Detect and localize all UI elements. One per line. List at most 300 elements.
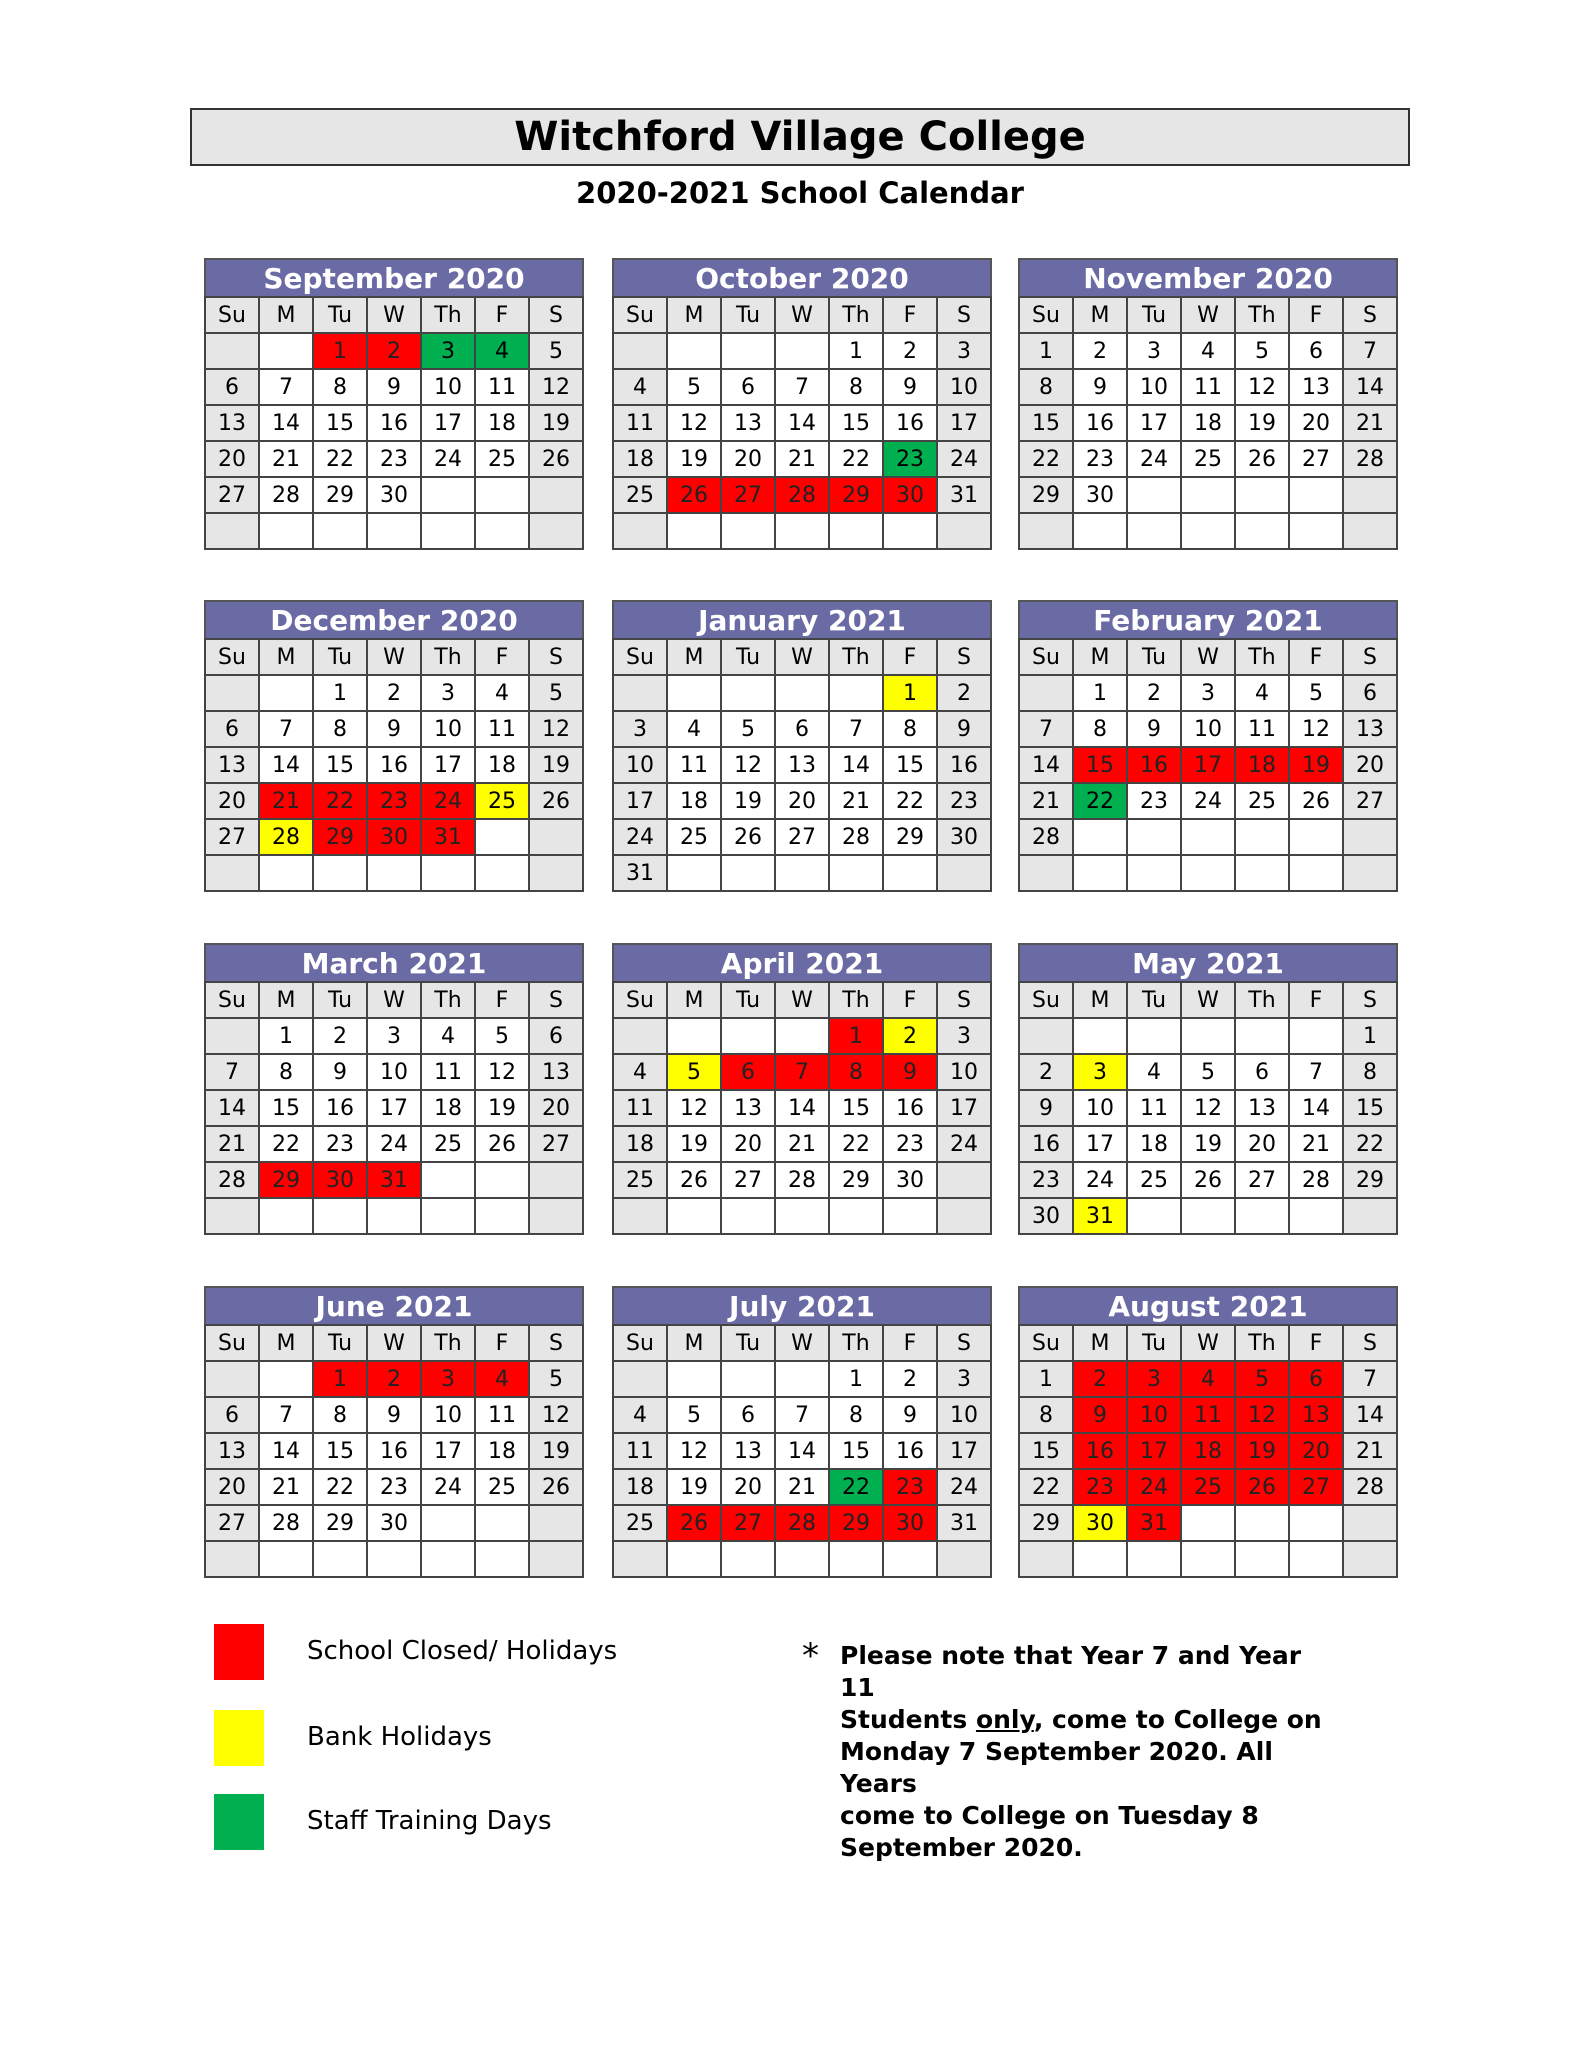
day-cell: 16 <box>883 1090 937 1126</box>
day-cell <box>1019 855 1073 891</box>
weekday-header: Tu <box>313 639 367 675</box>
week-row <box>1019 855 1397 891</box>
day-cell <box>1181 1018 1235 1054</box>
day-cell: 18 <box>613 1469 667 1505</box>
weekday-header: Tu <box>313 1325 367 1361</box>
day-cell: 7 <box>1343 1361 1397 1397</box>
day-cell: 12 <box>667 1433 721 1469</box>
day-cell: 21 <box>775 441 829 477</box>
week-row <box>205 1162 583 1198</box>
week-row <box>1019 819 1397 855</box>
day-cell <box>421 1162 475 1198</box>
day-cell: 27 <box>1343 783 1397 819</box>
week-row <box>1019 1018 1397 1054</box>
month-6 <box>204 943 584 1235</box>
day-cell <box>529 855 583 891</box>
day-cell: 12 <box>1235 1397 1289 1433</box>
week-row <box>1019 1397 1397 1433</box>
day-cell <box>529 1162 583 1198</box>
day-cell <box>259 513 313 549</box>
day-cell <box>1019 1541 1073 1577</box>
day-cell: 23 <box>1073 1469 1127 1505</box>
weekday-header: M <box>667 1325 721 1361</box>
day-cell: 15 <box>829 1090 883 1126</box>
day-cell: 28 <box>259 1505 313 1541</box>
day-cell: 17 <box>421 405 475 441</box>
weekday-row <box>613 1325 991 1361</box>
weekday-row <box>613 639 991 675</box>
day-cell: 27 <box>775 819 829 855</box>
week-row <box>205 855 583 891</box>
day-cell: 4 <box>475 333 529 369</box>
day-cell: 5 <box>475 1018 529 1054</box>
day-cell: 19 <box>475 1090 529 1126</box>
day-cell: 27 <box>205 819 259 855</box>
day-cell: 22 <box>829 1126 883 1162</box>
week-row <box>613 1361 991 1397</box>
day-cell: 12 <box>667 405 721 441</box>
week-row <box>613 1469 991 1505</box>
day-cell <box>1073 855 1127 891</box>
weekday-header: M <box>259 982 313 1018</box>
day-cell: 30 <box>1073 1505 1127 1541</box>
month-title: January 2021 <box>612 600 992 638</box>
week-row <box>613 405 991 441</box>
day-cell: 28 <box>775 1162 829 1198</box>
day-cell: 25 <box>475 441 529 477</box>
day-cell <box>1235 1018 1289 1054</box>
day-cell: 31 <box>367 1162 421 1198</box>
month-title: November 2020 <box>1018 258 1398 296</box>
day-cell: 20 <box>205 783 259 819</box>
day-cell: 10 <box>937 369 991 405</box>
day-cell: 25 <box>475 1469 529 1505</box>
week-row <box>205 711 583 747</box>
day-cell <box>775 1018 829 1054</box>
day-cell: 6 <box>1289 333 1343 369</box>
page-title: Witchford Village College <box>190 108 1410 166</box>
day-cell <box>421 1198 475 1234</box>
day-cell: 27 <box>721 477 775 513</box>
day-cell: 31 <box>1073 1198 1127 1234</box>
day-cell <box>775 855 829 891</box>
day-cell <box>529 819 583 855</box>
day-cell <box>259 333 313 369</box>
legend-swatch-training <box>214 1794 264 1850</box>
day-cell <box>883 855 937 891</box>
day-cell: 16 <box>1073 1433 1127 1469</box>
day-cell: 10 <box>1073 1090 1127 1126</box>
day-cell: 15 <box>313 1433 367 1469</box>
day-cell <box>1289 513 1343 549</box>
day-cell: 29 <box>829 1162 883 1198</box>
day-cell <box>205 513 259 549</box>
day-cell <box>475 513 529 549</box>
week-row <box>613 513 991 549</box>
day-cell: 27 <box>1289 1469 1343 1505</box>
day-cell <box>1127 1018 1181 1054</box>
day-cell <box>721 1018 775 1054</box>
weekday-header: Su <box>613 297 667 333</box>
day-cell: 23 <box>1127 783 1181 819</box>
day-cell: 19 <box>1289 747 1343 783</box>
day-cell <box>205 333 259 369</box>
month-2 <box>1018 258 1398 550</box>
weekday-header: M <box>667 639 721 675</box>
week-row <box>613 1018 991 1054</box>
day-cell: 9 <box>883 1397 937 1433</box>
day-cell <box>1235 855 1289 891</box>
day-cell: 11 <box>475 369 529 405</box>
weekday-header: Su <box>613 1325 667 1361</box>
week-row <box>1019 1433 1397 1469</box>
day-cell: 3 <box>421 333 475 369</box>
day-cell: 23 <box>367 783 421 819</box>
day-cell: 25 <box>421 1126 475 1162</box>
day-cell <box>1235 477 1289 513</box>
day-cell <box>475 477 529 513</box>
day-cell: 25 <box>613 1505 667 1541</box>
weekday-header: Tu <box>1127 297 1181 333</box>
day-cell: 9 <box>367 369 421 405</box>
day-cell: 11 <box>1181 369 1235 405</box>
day-cell: 2 <box>1073 1361 1127 1397</box>
weekday-header: M <box>1073 297 1127 333</box>
weekday-header: Th <box>829 1325 883 1361</box>
day-cell: 29 <box>313 477 367 513</box>
day-cell: 7 <box>775 369 829 405</box>
day-cell <box>1127 477 1181 513</box>
week-row <box>613 369 991 405</box>
day-cell <box>721 1361 775 1397</box>
day-cell: 11 <box>613 405 667 441</box>
day-cell <box>1127 1541 1181 1577</box>
legend-swatch-bank-holiday <box>214 1710 264 1766</box>
day-cell: 16 <box>883 405 937 441</box>
weekday-header: S <box>529 297 583 333</box>
week-row <box>205 1469 583 1505</box>
day-cell <box>937 513 991 549</box>
month-table <box>612 1324 992 1578</box>
day-cell <box>613 1541 667 1577</box>
weekday-header: Th <box>829 982 883 1018</box>
day-cell <box>475 1162 529 1198</box>
week-row <box>1019 1090 1397 1126</box>
day-cell <box>1181 1541 1235 1577</box>
legend-label-bank-holiday: Bank Holidays <box>307 1722 492 1752</box>
month-title: June 2021 <box>204 1286 584 1324</box>
month-4 <box>612 600 992 892</box>
day-cell: 6 <box>1343 675 1397 711</box>
note-line-5: September 2020. <box>840 1833 1083 1862</box>
day-cell: 16 <box>883 1433 937 1469</box>
weekday-header: Tu <box>721 982 775 1018</box>
day-cell: 4 <box>421 1018 475 1054</box>
day-cell: 22 <box>259 1126 313 1162</box>
day-cell: 1 <box>1073 675 1127 711</box>
day-cell <box>529 1541 583 1577</box>
day-cell <box>1235 513 1289 549</box>
day-cell: 26 <box>529 783 583 819</box>
day-cell: 27 <box>205 1505 259 1541</box>
day-cell <box>1181 477 1235 513</box>
weekday-header: Tu <box>1127 982 1181 1018</box>
day-cell <box>1289 477 1343 513</box>
weekday-header: S <box>1343 1325 1397 1361</box>
day-cell: 29 <box>313 1505 367 1541</box>
week-row <box>613 855 991 891</box>
day-cell: 1 <box>829 1018 883 1054</box>
day-cell: 22 <box>313 441 367 477</box>
day-cell <box>1181 1198 1235 1234</box>
day-cell: 28 <box>259 477 313 513</box>
day-cell <box>829 855 883 891</box>
day-cell <box>667 1541 721 1577</box>
day-cell: 11 <box>421 1054 475 1090</box>
day-cell <box>1289 855 1343 891</box>
weekday-header: Th <box>421 639 475 675</box>
day-cell <box>1289 1018 1343 1054</box>
day-cell: 18 <box>613 1126 667 1162</box>
weekday-row <box>1019 1325 1397 1361</box>
day-cell: 20 <box>721 1469 775 1505</box>
weekday-row <box>613 297 991 333</box>
day-cell: 29 <box>1019 477 1073 513</box>
day-cell: 18 <box>475 1433 529 1469</box>
week-row <box>1019 369 1397 405</box>
legend-swatch-closed <box>214 1624 264 1680</box>
weekday-header: Tu <box>313 982 367 1018</box>
week-row <box>613 819 991 855</box>
weekday-header: Su <box>1019 982 1073 1018</box>
day-cell: 8 <box>829 369 883 405</box>
note-line-4: come to College on Tuesday 8 <box>840 1801 1259 1830</box>
day-cell <box>721 1198 775 1234</box>
day-cell <box>529 1198 583 1234</box>
day-cell <box>775 513 829 549</box>
day-cell: 3 <box>1181 675 1235 711</box>
day-cell <box>775 1541 829 1577</box>
day-cell: 24 <box>421 783 475 819</box>
day-cell: 5 <box>1235 333 1289 369</box>
day-cell: 3 <box>937 1361 991 1397</box>
note-line-2 <box>840 1704 1340 1736</box>
day-cell: 26 <box>1235 1469 1289 1505</box>
week-row <box>205 1361 583 1397</box>
day-cell: 13 <box>775 747 829 783</box>
week-row <box>1019 441 1397 477</box>
day-cell: 16 <box>1019 1126 1073 1162</box>
week-row <box>613 333 991 369</box>
week-row <box>613 1505 991 1541</box>
day-cell: 18 <box>475 747 529 783</box>
day-cell: 13 <box>205 405 259 441</box>
day-cell <box>205 855 259 891</box>
day-cell <box>1181 513 1235 549</box>
weekday-header: W <box>367 1325 421 1361</box>
weekday-header: F <box>475 1325 529 1361</box>
weekday-row <box>205 297 583 333</box>
month-table <box>204 296 584 550</box>
day-cell: 3 <box>1127 333 1181 369</box>
day-cell: 4 <box>613 369 667 405</box>
day-cell: 2 <box>1127 675 1181 711</box>
day-cell: 7 <box>775 1054 829 1090</box>
day-cell: 3 <box>421 675 475 711</box>
day-cell <box>1073 513 1127 549</box>
day-cell <box>667 513 721 549</box>
day-cell: 17 <box>367 1090 421 1126</box>
day-cell: 8 <box>829 1397 883 1433</box>
month-table <box>612 296 992 550</box>
day-cell: 19 <box>667 441 721 477</box>
day-cell: 4 <box>1235 675 1289 711</box>
day-cell: 26 <box>721 819 775 855</box>
day-cell: 10 <box>421 369 475 405</box>
day-cell: 14 <box>775 405 829 441</box>
day-cell: 8 <box>313 1397 367 1433</box>
weekday-header: W <box>367 982 421 1018</box>
week-row <box>1019 711 1397 747</box>
day-cell: 3 <box>1073 1054 1127 1090</box>
day-cell <box>313 1541 367 1577</box>
day-cell <box>259 1541 313 1577</box>
day-cell: 25 <box>1235 783 1289 819</box>
weekday-header: Th <box>829 297 883 333</box>
day-cell: 25 <box>667 819 721 855</box>
day-cell: 7 <box>259 1397 313 1433</box>
day-cell: 17 <box>613 783 667 819</box>
day-cell: 21 <box>1343 405 1397 441</box>
day-cell: 11 <box>475 1397 529 1433</box>
day-cell: 16 <box>367 747 421 783</box>
day-cell: 13 <box>1235 1090 1289 1126</box>
day-cell <box>421 513 475 549</box>
day-cell <box>937 1541 991 1577</box>
note-line-1: Please note that Year 7 and Year 11 <box>840 1641 1302 1702</box>
day-cell: 15 <box>1019 1433 1073 1469</box>
day-cell <box>1019 513 1073 549</box>
day-cell: 1 <box>313 1361 367 1397</box>
day-cell: 23 <box>313 1126 367 1162</box>
weekday-header: Th <box>1235 982 1289 1018</box>
day-cell: 17 <box>1127 1433 1181 1469</box>
month-5 <box>1018 600 1398 892</box>
day-cell <box>205 1198 259 1234</box>
week-row <box>613 1397 991 1433</box>
day-cell: 27 <box>205 477 259 513</box>
day-cell <box>313 513 367 549</box>
weekday-row <box>613 982 991 1018</box>
day-cell: 1 <box>313 333 367 369</box>
day-cell: 8 <box>313 369 367 405</box>
week-row <box>1019 513 1397 549</box>
week-row <box>613 1198 991 1234</box>
weekday-header: F <box>883 1325 937 1361</box>
day-cell: 4 <box>475 675 529 711</box>
weekday-header: Th <box>1235 1325 1289 1361</box>
day-cell <box>883 1541 937 1577</box>
day-cell: 9 <box>1073 1397 1127 1433</box>
month-9 <box>204 1286 584 1578</box>
day-cell <box>529 1505 583 1541</box>
day-cell <box>1343 1541 1397 1577</box>
day-cell <box>1073 819 1127 855</box>
weekday-header: Su <box>205 982 259 1018</box>
day-cell: 8 <box>313 711 367 747</box>
day-cell: 13 <box>529 1054 583 1090</box>
day-cell: 30 <box>937 819 991 855</box>
week-row <box>1019 1054 1397 1090</box>
day-cell: 20 <box>721 441 775 477</box>
day-cell: 22 <box>1019 441 1073 477</box>
weekday-header: S <box>529 639 583 675</box>
day-cell: 1 <box>829 1361 883 1397</box>
day-cell: 9 <box>367 1397 421 1433</box>
weekday-header: M <box>1073 639 1127 675</box>
day-cell <box>367 1541 421 1577</box>
day-cell: 10 <box>367 1054 421 1090</box>
week-row <box>1019 1198 1397 1234</box>
day-cell: 14 <box>259 405 313 441</box>
day-cell <box>613 513 667 549</box>
day-cell: 4 <box>475 1361 529 1397</box>
day-cell: 15 <box>313 405 367 441</box>
day-cell: 1 <box>259 1018 313 1054</box>
day-cell <box>721 855 775 891</box>
day-cell: 26 <box>667 1162 721 1198</box>
day-cell: 11 <box>667 747 721 783</box>
day-cell: 14 <box>259 1433 313 1469</box>
day-cell: 22 <box>883 783 937 819</box>
week-row <box>1019 747 1397 783</box>
day-cell: 14 <box>775 1090 829 1126</box>
weekday-header: Tu <box>1127 639 1181 675</box>
week-row <box>205 369 583 405</box>
month-3 <box>204 600 584 892</box>
day-cell: 26 <box>667 477 721 513</box>
day-cell <box>1289 819 1343 855</box>
day-cell: 14 <box>1289 1090 1343 1126</box>
weekday-header: Th <box>421 1325 475 1361</box>
day-cell <box>667 1198 721 1234</box>
day-cell: 30 <box>313 1162 367 1198</box>
weekday-header: S <box>937 297 991 333</box>
weekday-header: W <box>1181 639 1235 675</box>
day-cell: 16 <box>367 1433 421 1469</box>
weekday-header: S <box>937 982 991 1018</box>
month-table <box>1018 296 1398 550</box>
weekday-header: W <box>367 639 421 675</box>
day-cell <box>1127 1198 1181 1234</box>
day-cell: 24 <box>937 1469 991 1505</box>
day-cell: 20 <box>1289 1433 1343 1469</box>
day-cell: 5 <box>1289 675 1343 711</box>
day-cell: 1 <box>1019 1361 1073 1397</box>
day-cell: 18 <box>613 441 667 477</box>
day-cell: 2 <box>313 1018 367 1054</box>
day-cell: 6 <box>205 369 259 405</box>
week-row <box>205 1397 583 1433</box>
weekday-header: M <box>1073 1325 1127 1361</box>
day-cell: 24 <box>1073 1162 1127 1198</box>
weekday-header: Su <box>1019 1325 1073 1361</box>
day-cell <box>475 1541 529 1577</box>
day-cell: 20 <box>529 1090 583 1126</box>
day-cell: 20 <box>205 441 259 477</box>
day-cell: 15 <box>259 1090 313 1126</box>
day-cell: 15 <box>1073 747 1127 783</box>
